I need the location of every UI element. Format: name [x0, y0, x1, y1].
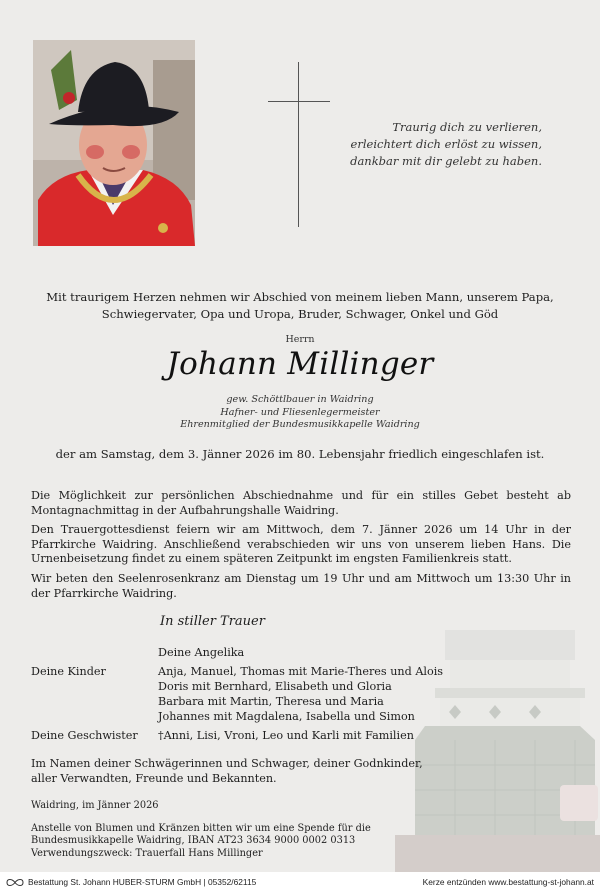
list-item: Barbara mit Martin, Theresa und Maria — [158, 695, 384, 708]
geschwister-list: †Anni, Lisi, Vroni, Leo und Karli mit Familien — [158, 729, 414, 742]
farewell-paragraph: Die Möglichkeit zur persönlichen Abschiednahme und für ein stilles Gebet besteht ab Montagnachmittag in der Aufbahrungshalle Waidring. — [31, 489, 571, 517]
candle-link[interactable]: Kerze entzünden www.bestattung-st-johann.at — [422, 877, 594, 887]
intro-line: Schwiegervater, Opa und Uropa, Bruder, Schwager, Onkel und Göd — [101, 307, 499, 321]
deceased-titles — [0, 394, 600, 432]
motto-verse — [312, 119, 542, 170]
intro-line: Mit traurigem Herzen nehmen wir Abschied von meinem lieben Mann, unserem Papa, — [46, 290, 554, 304]
motto-line: erleichtert dich erlöst zu wissen, — [350, 137, 542, 151]
place-date: Waidring, im Jänner 2026 — [31, 800, 159, 811]
donation-line: Bundesmusikkapelle Waidring, IBAN AT23 3634 9000 0002 0313 — [31, 835, 356, 847]
title-line: gew. Schöttlbauer in Waidring — [226, 394, 374, 405]
portrait-photo — [33, 40, 195, 246]
funeral-home-info: Bestattung St. Johann HUBER-STURM GmbH | 05352/62115 — [28, 877, 257, 887]
salutation: Herrn — [285, 334, 315, 345]
footer-bar — [0, 872, 600, 892]
kinder-list — [158, 664, 443, 724]
motto-line: Traurig dich zu verlieren, — [392, 120, 542, 134]
in-stiller-trauer: In stiller Trauer — [160, 614, 265, 629]
motto-line: dankbar mit dir gelebt zu haben. — [350, 154, 542, 168]
remote-line: aller Verwandten, Freunde und Bekannten. — [31, 772, 277, 785]
footer-left — [6, 877, 256, 887]
service-paragraph: Den Trauergottesdienst feiern wir am Mittwoch, dem 7. Jänner 2026 um 14 Uhr in der Pfarrkirche Waidring. Anschließend verabschieden wir uns von unserem lieben Hans. Die Urnenbeisetzung findet zu einem späteren Zeitpunkt im engsten Familienkreis statt. — [31, 523, 571, 565]
rosary-paragraph: Wir beten den Seelenrosenkranz am Dienstag um 19 Uhr und am Mittwoch um 13:30 Uhr in der Pfarrkirche Waidring. — [31, 572, 571, 600]
infinity-logo-icon — [6, 878, 24, 887]
donation-line: Anstelle von Blumen und Kränzen bitten wir um eine Spende für die — [31, 823, 371, 834]
tiled-stove-image — [395, 610, 600, 872]
geschwister-label: Deine Geschwister — [31, 729, 138, 742]
donation-note — [31, 823, 371, 860]
remote-relatives — [31, 756, 423, 786]
death-notice: der am Samstag, dem 3. Jänner 2026 im 80. Lebensjahr friedlich eingeschlafen ist. — [55, 447, 545, 461]
wife-name: Deine Angelika — [158, 646, 245, 659]
cross-icon — [298, 62, 299, 227]
list-item: Doris mit Bernhard, Elisabeth und Gloria — [158, 680, 392, 693]
donation-line: Verwendungszweck: Trauerfall Hans Millinger — [31, 847, 263, 859]
title-line: Ehrenmitglied der Bundesmusikkapelle Waidring — [180, 419, 420, 430]
list-item: Anja, Manuel, Thomas mit Marie-Theres und Alois — [158, 665, 444, 678]
list-item: Johannes mit Magdalena, Isabella und Simon — [158, 710, 415, 723]
remote-line: Im Namen deiner Schwägerinnen und Schwager, deiner Godnkinder, — [31, 757, 423, 770]
cross-bar — [268, 101, 330, 102]
title-line: Hafner- und Fliesenlegermeister — [220, 406, 380, 418]
deceased-name: Johann Millinger — [166, 346, 434, 382]
intro-text — [40, 289, 560, 323]
kinder-label: Deine Kinder — [31, 665, 106, 678]
